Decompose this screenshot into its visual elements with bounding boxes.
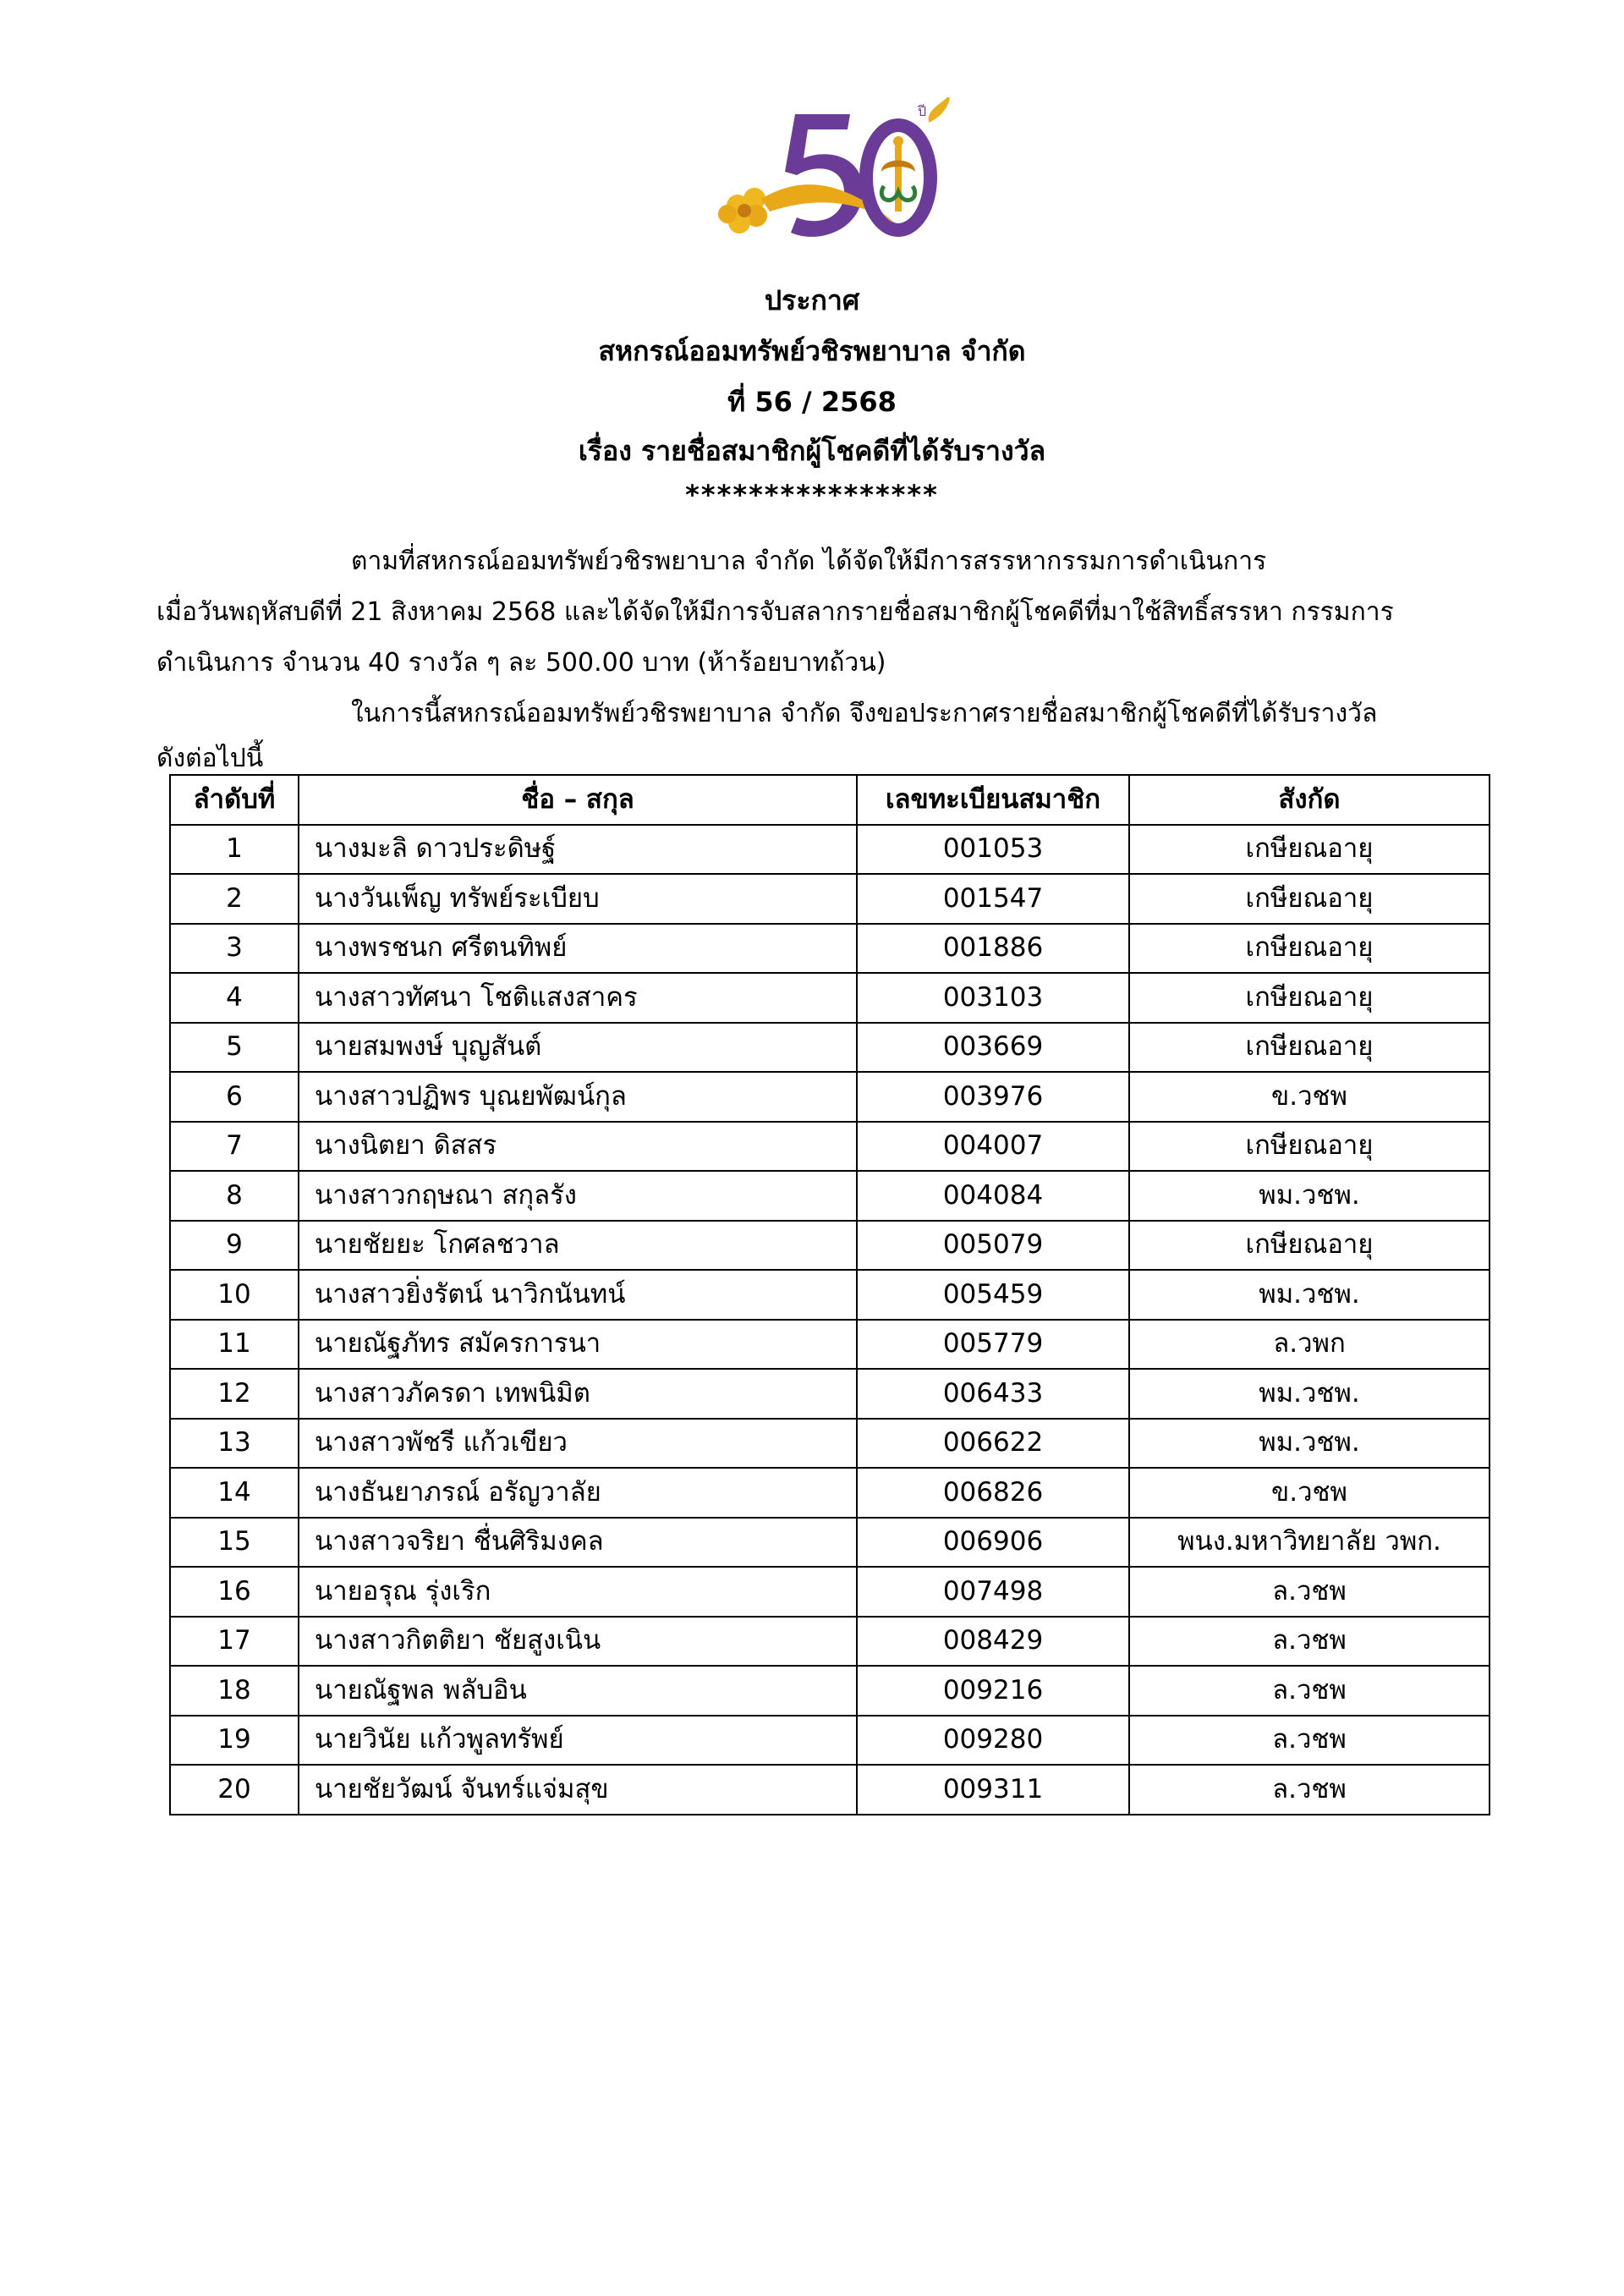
table-row xyxy=(170,1518,1490,1568)
row-name: นางมะลิ ดาวประดิษฐ์ xyxy=(299,825,857,875)
row-order: 6 xyxy=(170,1072,299,1122)
row-affiliation: ข.วชพ xyxy=(1129,1072,1490,1122)
row-name: นายณัฐภัทร สมัครการนา xyxy=(299,1320,857,1370)
row-order: 10 xyxy=(170,1270,299,1320)
row-order: 18 xyxy=(170,1666,299,1716)
body-paragraph-1-line-3: ดำเนินการ จำนวน 40 รางวัล ๆ ละ 500.00 บาท (ห้าร้อยบาทถ้วน) xyxy=(156,648,886,678)
row-name: นางธันยาภรณ์ อรัญวาลัย xyxy=(299,1468,857,1518)
row-order: 2 xyxy=(170,874,299,924)
table-row xyxy=(170,924,1490,974)
table-row xyxy=(170,1023,1490,1073)
row-name: นายวินัย แก้วพูลทรัพย์ xyxy=(299,1716,857,1766)
body-paragraph-2-line-1: ในการนี้สหกรณ์ออมทรัพย์วชิรพยาบาล จำกัด จึงขอประกาศรายชื่อสมาชิกผู้โชคดีที่ได้รับรางวัล xyxy=(351,699,1378,728)
row-affiliation: เกษียณอายุ xyxy=(1129,973,1490,1023)
row-name: นายอรุณ รุ่งเริก xyxy=(299,1567,857,1617)
row-order: 3 xyxy=(170,924,299,974)
header-order: ลำดับที่ xyxy=(170,775,299,825)
header-member-id: เลขทะเบียนสมาชิก xyxy=(857,775,1129,825)
row-order: 12 xyxy=(170,1369,299,1419)
table-row xyxy=(170,1716,1490,1766)
row-affiliation: พนง.มหาวิทยาลัย วพก. xyxy=(1129,1518,1490,1568)
logo-number-five xyxy=(785,114,863,237)
table-row xyxy=(170,1419,1490,1469)
row-affiliation: เกษียณอายุ xyxy=(1129,1221,1490,1271)
row-affiliation: พม.วชพ. xyxy=(1129,1270,1490,1320)
header-name: ชื่อ – สกุล xyxy=(299,775,857,825)
logo-year-label: ปี xyxy=(918,103,927,119)
row-affiliation: เกษียณอายุ xyxy=(1129,1122,1490,1172)
row-order: 7 xyxy=(170,1122,299,1172)
flower-icon xyxy=(718,188,767,233)
table-row xyxy=(170,1666,1490,1716)
row-order: 17 xyxy=(170,1617,299,1667)
row-affiliation: ล.วชพ xyxy=(1129,1567,1490,1617)
row-name: นางสาวภัครดา เทพนิมิต xyxy=(299,1369,857,1419)
row-name: นางสาวพัชรี แก้วเขียว xyxy=(299,1419,857,1469)
row-order: 5 xyxy=(170,1023,299,1073)
row-name: นางสาวยิ่งรัตน์ นาวิกนันทน์ xyxy=(299,1270,857,1320)
row-member-id: 006433 xyxy=(857,1369,1129,1419)
row-affiliation: เกษียณอายุ xyxy=(1129,1023,1490,1073)
body-paragraph-1-line-1: ตามที่สหกรณ์ออมทรัพย์วชิรพยาบาล จำกัด ได้จัดให้มีการสรรหากรรมการดำเนินการ xyxy=(351,547,1267,576)
row-affiliation: พม.วชพ. xyxy=(1129,1369,1490,1419)
cooperative-50th-anniversary-logo xyxy=(702,97,956,258)
row-name: นางสาวทัศนา โชติแสงสาคร xyxy=(299,973,857,1023)
row-member-id: 004084 xyxy=(857,1171,1129,1221)
row-affiliation: ล.วชพ xyxy=(1129,1716,1490,1766)
leaf-icon xyxy=(929,97,950,123)
row-order: 1 xyxy=(170,825,299,875)
row-member-id: 008429 xyxy=(857,1617,1129,1667)
row-member-id: 007498 xyxy=(857,1567,1129,1617)
separator-stars: **************** xyxy=(685,479,939,511)
row-name: นางสาวกฤษณา สกุลรัง xyxy=(299,1171,857,1221)
row-name: นายชัยยะ โกศลชวาล xyxy=(299,1221,857,1271)
table-row xyxy=(170,1617,1490,1667)
row-order: 13 xyxy=(170,1419,299,1469)
row-affiliation: ล.วชพ xyxy=(1129,1765,1490,1815)
body-paragraph-2-line-2: ดังต่อไปนี้ xyxy=(156,744,264,773)
row-member-id: 001053 xyxy=(857,825,1129,875)
row-name: นายณัฐพล พลับอิน xyxy=(299,1666,857,1716)
row-member-id: 009311 xyxy=(857,1765,1129,1815)
row-affiliation: ล.วชพ xyxy=(1129,1617,1490,1667)
row-order: 20 xyxy=(170,1765,299,1815)
row-name: นางพรชนก ศรีตนทิพย์ xyxy=(299,924,857,974)
row-member-id: 001547 xyxy=(857,874,1129,924)
winners-table xyxy=(169,774,1490,1815)
row-name: นางสาวจริยา ชื่นศิริมงคล xyxy=(299,1518,857,1568)
row-order: 16 xyxy=(170,1567,299,1617)
header-affiliation: สังกัด xyxy=(1129,775,1490,825)
row-member-id: 009216 xyxy=(857,1666,1129,1716)
cooperative-emblem-icon xyxy=(881,136,915,211)
row-order: 19 xyxy=(170,1716,299,1766)
row-affiliation: ล.วชพ xyxy=(1129,1666,1490,1716)
row-name: นายชัยวัฒน์ จันทร์แจ่มสุข xyxy=(299,1765,857,1815)
table-row xyxy=(170,1122,1490,1172)
row-order: 8 xyxy=(170,1171,299,1221)
table-row xyxy=(170,1171,1490,1221)
table-row xyxy=(170,1270,1490,1320)
table-row xyxy=(170,1221,1490,1271)
table-row xyxy=(170,1765,1490,1815)
table-row xyxy=(170,1320,1490,1370)
row-order: 11 xyxy=(170,1320,299,1370)
row-member-id: 003103 xyxy=(857,973,1129,1023)
row-member-id: 001886 xyxy=(857,924,1129,974)
table-row xyxy=(170,874,1490,924)
table-row xyxy=(170,1369,1490,1419)
table-row xyxy=(170,1072,1490,1122)
row-affiliation: พม.วชพ. xyxy=(1129,1419,1490,1469)
body-paragraph-1-line-2: เมื่อวันพฤหัสบดีที่ 21 สิงหาคม 2568 และได้จัดให้มีการจับสลากรายชื่อสมาชิกผู้โชคดีที่มาใช้สิทธิ์สรรหา กรรมการ xyxy=(156,597,1394,627)
row-member-id: 006906 xyxy=(857,1518,1129,1568)
row-name: นางสาวปฏิพร บุณยพัฒน์กุล xyxy=(299,1072,857,1122)
announcement-number: ที่ 56 / 2568 xyxy=(727,386,897,418)
row-order: 14 xyxy=(170,1468,299,1518)
row-member-id: 004007 xyxy=(857,1122,1129,1172)
row-order: 9 xyxy=(170,1221,299,1271)
row-affiliation: เกษียณอายุ xyxy=(1129,825,1490,875)
row-member-id: 003669 xyxy=(857,1023,1129,1073)
row-member-id: 005079 xyxy=(857,1221,1129,1271)
row-member-id: 003976 xyxy=(857,1072,1129,1122)
table-row xyxy=(170,825,1490,875)
row-affiliation: พม.วชพ. xyxy=(1129,1171,1490,1221)
row-member-id: 005779 xyxy=(857,1320,1129,1370)
organization-name: สหกรณ์ออมทรัพย์วชิรพยาบาล จำกัด xyxy=(598,335,1026,367)
table-row xyxy=(170,973,1490,1023)
row-affiliation: เกษียณอายุ xyxy=(1129,874,1490,924)
announcement-subject: เรื่อง รายชื่อสมาชิกผู้โชคดีที่ได้รับรางวัล xyxy=(578,435,1046,467)
row-name: นายสมพงษ์ บุญสันต์ xyxy=(299,1023,857,1073)
row-member-id: 006826 xyxy=(857,1468,1129,1518)
row-member-id: 009280 xyxy=(857,1716,1129,1766)
row-name: นางนิตยา ดิสสร xyxy=(299,1122,857,1172)
table-row xyxy=(170,1468,1490,1518)
row-order: 4 xyxy=(170,973,299,1023)
row-affiliation: ข.วชพ xyxy=(1129,1468,1490,1518)
row-affiliation: ล.วพก xyxy=(1129,1320,1490,1370)
table-row xyxy=(170,1567,1490,1617)
row-name: นางสาวกิตติยา ชัยสูงเนิน xyxy=(299,1617,857,1667)
table-body xyxy=(170,825,1490,1815)
table-header-row xyxy=(170,775,1490,825)
announcement-title: ประกาศ xyxy=(764,284,860,316)
row-affiliation: เกษียณอายุ xyxy=(1129,924,1490,974)
row-name: นางวันเพ็ญ ทรัพย์ระเบียบ xyxy=(299,874,857,924)
row-member-id: 005459 xyxy=(857,1270,1129,1320)
row-member-id: 006622 xyxy=(857,1419,1129,1469)
row-order: 15 xyxy=(170,1518,299,1568)
